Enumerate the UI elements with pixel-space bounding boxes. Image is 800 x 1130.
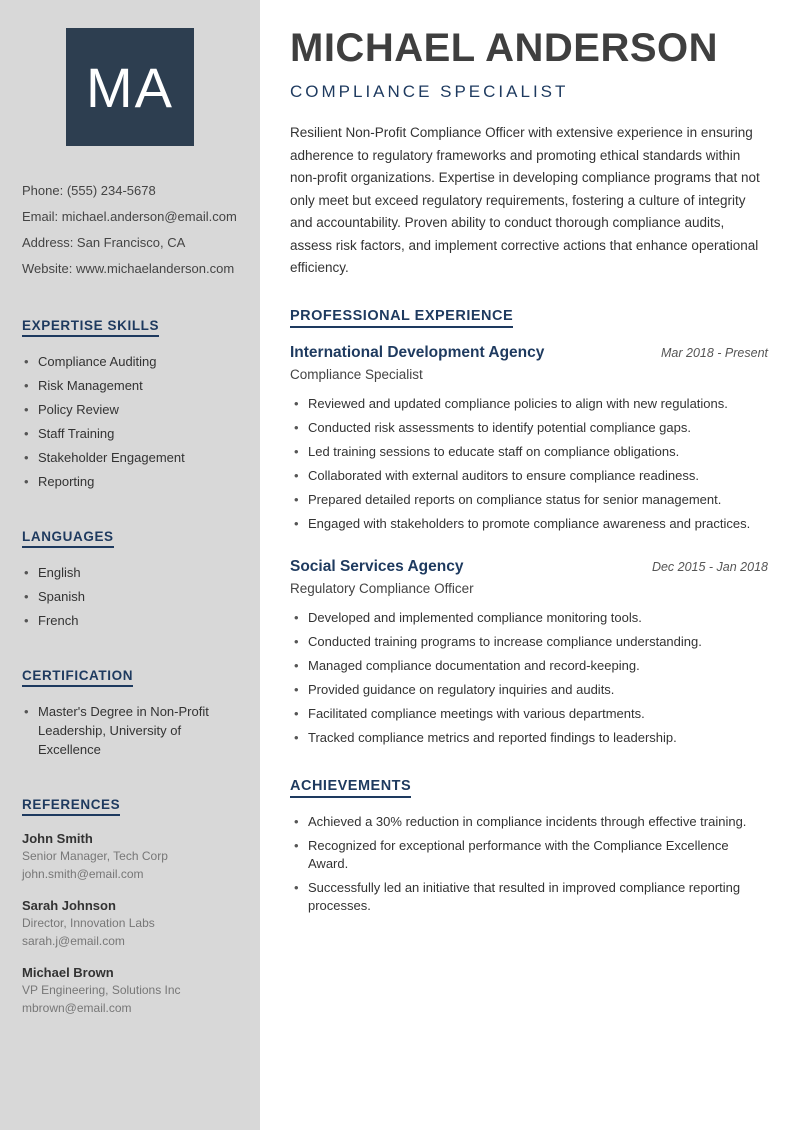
job-entry [290, 344, 768, 536]
job-bullet: • Prepared detailed reports on compliance status for senior management. [290, 488, 768, 512]
job-bullet: • Facilitated compliance meetings with various departments. [290, 702, 768, 726]
reference-name: Sarah Johnson [22, 898, 116, 913]
skill-item: • Risk Management [22, 373, 238, 397]
job-header [290, 344, 768, 362]
job-bullet: • Reviewed and updated compliance policies to align with new regulations. [290, 392, 768, 416]
job-role: Regulatory Compliance Officer [290, 580, 474, 596]
achievement-item: • Achieved a 30% reduction in compliance incidents through effective training. [290, 810, 768, 834]
job-bullet: • Provided guidance on regulatory inquiries and audits. [290, 678, 768, 702]
languages-list [22, 560, 238, 632]
job-bullet: • Engaged with stakeholders to promote compliance awareness and practices. [290, 512, 768, 536]
job-bullet: • Developed and implemented compliance monitoring tools. [290, 606, 768, 630]
person-name: MICHAEL ANDERSON [290, 26, 719, 70]
job-bullet: • Led training sessions to educate staff on compliance obligations. [290, 440, 768, 464]
reference-name: Michael Brown [22, 965, 114, 980]
job-role: Compliance Specialist [290, 366, 423, 382]
achievement-item: • Successfully led an initiative that resulted in improved compliance reporting processes. [290, 876, 768, 918]
skill-item: • Reporting [22, 469, 238, 493]
contact-phone: Phone: (555) 234-5678 [22, 183, 156, 198]
experience-section [290, 308, 768, 750]
reference-entry [22, 964, 238, 1017]
achievements-heading [290, 778, 768, 798]
reference-entry [22, 830, 238, 883]
skill-item: • Policy Review [22, 397, 238, 421]
job-entry [290, 558, 768, 750]
company-name: International Development Agency [290, 343, 545, 361]
references-section [22, 797, 238, 1017]
skills-heading-text: EXPERTISE SKILLS [22, 318, 159, 337]
job-bullet: • Collaborated with external auditors to ensure compliance readiness. [290, 464, 768, 488]
company-name: Social Services Agency [290, 557, 464, 575]
job-dates: Dec 2015 - Jan 2018 [651, 559, 768, 574]
sidebar [0, 0, 260, 1130]
job-header [290, 558, 768, 576]
achievement-item: • Recognized for exceptional performance with the Compliance Excellence Award. [290, 834, 768, 876]
certification-heading-text: CERTIFICATION [22, 668, 133, 687]
language-item: • French [22, 608, 238, 632]
certification-heading [22, 668, 238, 687]
contact-website: Website: www.michaelanderson.com [22, 261, 235, 276]
achievements-heading-text: ACHIEVEMENTS [290, 778, 411, 798]
skill-item: • Stakeholder Engagement [22, 445, 238, 469]
job-bullet-list [290, 606, 768, 750]
contact-info [22, 178, 238, 282]
skills-section [22, 318, 238, 493]
professional-summary: Resilient Non-Profit Compliance Officer with extensive experience in ensuring adherence to regulatory frameworks and promoting ethical standards within non-profit organizations. Expertise in developing compliance programs that not only meet but exceed regulatory requirements, fostering a culture of integrity and accountability. Proven ability to conduct thorough compliance audits, assess risk factors, and implement corrective actions that enhance operational efficiency. [290, 125, 760, 275]
certification-item: • Master's Degree in Non-Profit Leadership, University of Excellence [22, 699, 238, 761]
main-content [260, 0, 800, 1130]
achievements-list [290, 810, 768, 918]
language-item: • English [22, 560, 238, 584]
skills-heading [22, 318, 238, 337]
reference-title: VP Engineering, Solutions Inc [22, 983, 181, 997]
contact-email: Email: michael.anderson@email.com [22, 209, 237, 224]
person-job-title: COMPLIANCE SPECIALIST [290, 82, 569, 101]
references-heading [22, 797, 238, 816]
skill-item: • Staff Training [22, 421, 238, 445]
language-item: • Spanish [22, 584, 238, 608]
job-dates: Mar 2018 - Present [661, 345, 768, 360]
references-heading-text: REFERENCES [22, 797, 120, 816]
monogram-initials: MA [86, 55, 174, 119]
languages-section [22, 529, 238, 632]
languages-heading-text: LANGUAGES [22, 529, 114, 548]
experience-heading [290, 308, 768, 328]
certification-section [22, 668, 238, 761]
reference-name: John Smith [22, 831, 93, 846]
job-bullet: • Conducted risk assessments to identify potential compliance gaps. [290, 416, 768, 440]
reference-email: john.smith@email.com [22, 866, 144, 881]
reference-email: sarah.j@email.com [22, 933, 125, 948]
skill-item: • Compliance Auditing [22, 349, 238, 373]
experience-heading-text: PROFESSIONAL EXPERIENCE [290, 308, 513, 328]
languages-heading [22, 529, 238, 548]
reference-email: mbrown@email.com [22, 1000, 132, 1015]
reference-title: Director, Innovation Labs [22, 916, 155, 930]
job-bullet: • Conducted training programs to increase compliance understanding. [290, 630, 768, 654]
certification-list [22, 699, 238, 761]
reference-title: Senior Manager, Tech Corp [22, 849, 168, 863]
skills-list [22, 349, 238, 493]
contact-address: Address: San Francisco, CA [22, 235, 186, 250]
job-bullet-list [290, 392, 768, 536]
reference-entry [22, 897, 238, 950]
job-bullet: • Managed compliance documentation and record-keeping. [290, 654, 768, 678]
job-bullet: • Tracked compliance metrics and reported findings to leadership. [290, 726, 768, 750]
achievements-section [290, 778, 768, 918]
monogram-badge [66, 28, 194, 146]
